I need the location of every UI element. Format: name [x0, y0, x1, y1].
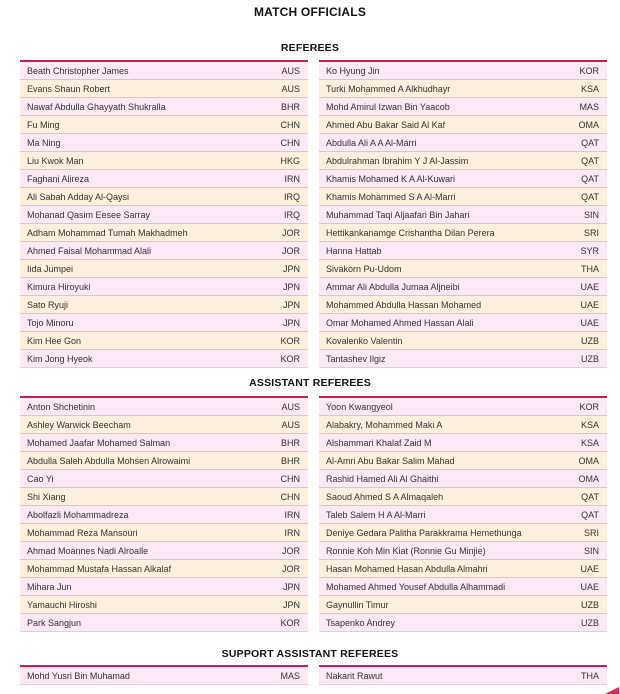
- table-row: [20, 416, 308, 434]
- table-row: [319, 578, 607, 596]
- official-name: Abdulla Ali A A Al-Marri: [326, 137, 417, 148]
- table-row: [20, 667, 308, 685]
- official-name: Kim Hee Gon: [27, 335, 82, 346]
- country-code: CHN: [280, 491, 300, 502]
- country-code: UAE: [580, 563, 599, 574]
- official-name: Deniye Gedara Palitha Parakkrama Hemethunga: [326, 527, 522, 538]
- official-name: Hasan Mohamed Hasan Abdulla Almahri: [326, 563, 488, 574]
- official-name: Ronnie Koh Min Kiat (Ronnie Gu Minjie): [326, 545, 486, 556]
- official-name: Ko Hyung Jin: [326, 65, 380, 76]
- country-code: AUS: [281, 83, 300, 94]
- table-row: [20, 170, 308, 188]
- page-corner-marker: [605, 687, 619, 694]
- official-name: Alshammari Khalaf Zaid M: [326, 437, 432, 448]
- official-name: Abdulrahman Ibrahim Y J Al-Jassim: [326, 155, 469, 166]
- table-row: [20, 560, 308, 578]
- table-row: [20, 188, 308, 206]
- official-name: Saoud Ahmed S A Almaqaleh: [326, 491, 444, 502]
- country-code: QAT: [581, 191, 599, 202]
- official-name: Khamis Mohamed K A Al-Kuwari: [326, 173, 456, 184]
- official-name: Taleb Salem H A Al-Marri: [326, 509, 426, 520]
- table-row: [20, 470, 308, 488]
- table-row: [319, 116, 607, 134]
- official-name: Al-Amri Abu Bakar Salim Mahad: [326, 455, 455, 466]
- official-name: Iida Jumpei: [27, 263, 74, 274]
- country-code: QAT: [581, 155, 599, 166]
- country-code: UAE: [580, 317, 599, 328]
- country-code: JOR: [282, 545, 300, 556]
- table-row: [20, 614, 308, 632]
- country-code: UZB: [581, 599, 599, 610]
- table-row: [20, 506, 308, 524]
- country-code: JPN: [282, 317, 300, 328]
- official-name: Park Sangjun: [27, 617, 82, 628]
- country-code: OMA: [578, 473, 599, 484]
- official-name: Beath Christopher James: [27, 65, 129, 76]
- country-code: SYR: [580, 245, 599, 256]
- assistant-referees-right-table: [319, 396, 607, 632]
- official-name: Ma Ning: [27, 137, 61, 148]
- table-row: [20, 524, 308, 542]
- table-row: [319, 188, 607, 206]
- country-code: UZB: [581, 335, 599, 346]
- country-code: JPN: [282, 299, 300, 310]
- official-name: Mohammad Mustafa Hassan Alkalaf: [27, 563, 172, 574]
- country-code: OMA: [578, 119, 599, 130]
- country-code: KOR: [280, 335, 300, 346]
- official-name: Tsapenko Andrey: [326, 617, 396, 628]
- country-code: KOR: [280, 353, 300, 364]
- table-row: [319, 350, 607, 368]
- table-row: [20, 434, 308, 452]
- table-row: [319, 296, 607, 314]
- table-row: [319, 398, 607, 416]
- country-code: IRQ: [283, 191, 300, 202]
- support-assistant-referees-right-table: [319, 665, 607, 685]
- table-row: [319, 596, 607, 614]
- country-code: KSA: [580, 437, 599, 448]
- table-row: [319, 62, 607, 80]
- country-code: QAT: [581, 173, 599, 184]
- country-code: SIN: [583, 545, 599, 556]
- country-code: UAE: [580, 299, 599, 310]
- table-row: [319, 470, 607, 488]
- official-name: Ahmed Abu Bakar Said Al Kaf: [326, 119, 446, 130]
- referees-tables: [0, 60, 620, 368]
- country-code: CHN: [280, 137, 300, 148]
- official-name: Ali Sabah Adday Al-Qaysi: [27, 191, 130, 202]
- country-code: OMA: [578, 455, 599, 466]
- country-code: KSA: [580, 419, 599, 430]
- table-row: [20, 314, 308, 332]
- table-row: [20, 98, 308, 116]
- country-code: THA: [581, 670, 599, 681]
- country-code: JOR: [282, 563, 300, 574]
- country-code: BHR: [280, 437, 300, 448]
- table-row: [319, 667, 607, 685]
- country-code: IRN: [284, 173, 300, 184]
- official-name: Mohanad Qasim Eesee Sarray: [27, 209, 151, 220]
- official-name: Ahmed Faisal Mohammad Alali: [27, 245, 152, 256]
- official-name: Faghani Alireza: [27, 173, 90, 184]
- table-row: [20, 578, 308, 596]
- table-row: [319, 314, 607, 332]
- country-code: AUS: [281, 401, 300, 412]
- official-name: Cao Yi: [27, 473, 54, 484]
- country-code: JPN: [282, 581, 300, 592]
- table-row: [319, 80, 607, 98]
- table-row: [319, 332, 607, 350]
- country-code: JPN: [282, 599, 300, 610]
- table-row: [319, 134, 607, 152]
- table-row: [319, 488, 607, 506]
- table-row: [20, 224, 308, 242]
- referees-left-table: [20, 60, 308, 368]
- country-code: QAT: [581, 491, 599, 502]
- country-code: JPN: [282, 263, 300, 274]
- table-row: [20, 488, 308, 506]
- country-code: KOR: [579, 65, 599, 76]
- support-assistant-referees-left-table: [20, 665, 308, 685]
- country-code: HKG: [280, 155, 300, 166]
- table-row: [319, 506, 607, 524]
- country-code: KOR: [579, 401, 599, 412]
- table-row: [20, 62, 308, 80]
- official-name: Alabakry, Mohammed Maki A: [326, 419, 443, 430]
- official-name: Yamauchi Hiroshi: [27, 599, 97, 610]
- table-row: [319, 260, 607, 278]
- official-name: Hettikankanamge Crishantha Dilan Perera: [326, 227, 495, 238]
- table-row: [319, 242, 607, 260]
- official-name: Ammar Ali Abdulla Jumaa Aljneibi: [326, 281, 460, 292]
- assistant-referees-left-table: [20, 396, 308, 632]
- official-name: Adham Mohammad Tumah Makhadmeh: [27, 227, 188, 238]
- support-assistant-referees-tables: [0, 665, 620, 685]
- country-code: KOR: [280, 617, 300, 628]
- table-row: [20, 596, 308, 614]
- official-name: Kimura Hiroyuki: [27, 281, 91, 292]
- assistant-referees-tables: [0, 396, 620, 632]
- table-row: [319, 278, 607, 296]
- table-row: [20, 242, 308, 260]
- country-code: CHN: [280, 473, 300, 484]
- table-row: [20, 206, 308, 224]
- official-name: Turki Mohammed A Alkhudhayr: [326, 83, 451, 94]
- official-name: Gaynullin Timur: [326, 599, 389, 610]
- country-code: KSA: [580, 83, 599, 94]
- official-name: Liu Kwok Man: [27, 155, 84, 166]
- table-row: [319, 434, 607, 452]
- section-title-assistant-referees: ASSISTANT REFEREES: [249, 377, 371, 389]
- country-code: SRI: [583, 527, 599, 538]
- table-row: [20, 152, 308, 170]
- official-name: Abolfazli Mohammadreza: [27, 509, 129, 520]
- official-name: Yoon Kwangyeol: [326, 401, 393, 412]
- table-row: [20, 260, 308, 278]
- table-row: [319, 152, 607, 170]
- country-code: IRQ: [283, 209, 300, 220]
- table-row: [20, 398, 308, 416]
- country-code: BHR: [280, 101, 300, 112]
- official-name: Mohd Amirul Izwan Bin Yaacob: [326, 101, 450, 112]
- official-name: Omar Mohamed Ahmed Hassan Alali: [326, 317, 474, 328]
- table-row: [20, 542, 308, 560]
- country-code: MAS: [579, 101, 599, 112]
- country-code: SRI: [583, 227, 599, 238]
- country-code: IRN: [284, 527, 300, 538]
- official-name: Shi Xiang: [27, 491, 66, 502]
- official-name: Sato Ryuji: [27, 299, 69, 310]
- table-row: [319, 98, 607, 116]
- country-code: UZB: [581, 617, 599, 628]
- table-row: [319, 224, 607, 242]
- country-code: UAE: [580, 581, 599, 592]
- country-code: JOR: [282, 227, 300, 238]
- official-name: Evans Shaun Robert: [27, 83, 111, 94]
- country-code: UAE: [580, 281, 599, 292]
- table-row: [20, 134, 308, 152]
- official-name: Nakarit Rawut: [326, 670, 383, 681]
- official-name: Kim Jong Hyeok: [27, 353, 93, 364]
- table-row: [319, 416, 607, 434]
- table-row: [20, 278, 308, 296]
- country-code: QAT: [581, 137, 599, 148]
- section-title-support-assistant-referees: SUPPORT ASSISTANT REFEREES: [221, 648, 399, 660]
- official-name: Ahmad Moannes Nadi Alroalle: [27, 545, 149, 556]
- table-row: [20, 80, 308, 98]
- official-name: Mohd Yusri Bin Muhamad: [27, 670, 130, 681]
- table-row: [319, 452, 607, 470]
- official-name: Muhammad Taqi Aljaafari Bin Jahari: [326, 209, 470, 220]
- referees-right-table: [319, 60, 607, 368]
- country-code: MAS: [280, 670, 300, 681]
- official-name: Nawaf Abdulla Ghayyath Shukralla: [27, 101, 166, 112]
- table-row: [20, 116, 308, 134]
- country-code: IRN: [284, 509, 300, 520]
- country-code: JOR: [282, 245, 300, 256]
- official-name: Tantashev Ilgiz: [326, 353, 386, 364]
- official-name: Mohammed Abdulla Hassan Mohamed: [326, 299, 482, 310]
- country-code: THA: [581, 263, 599, 274]
- official-name: Kovalenko Valentin: [326, 335, 403, 346]
- table-row: [319, 170, 607, 188]
- official-name: Mohammad Reza Mansouri: [27, 527, 138, 538]
- country-code: BHR: [280, 455, 300, 466]
- official-name: Khamis Mohammed S A Al-Marri: [326, 191, 456, 202]
- country-code: UZB: [581, 353, 599, 364]
- country-code: QAT: [581, 509, 599, 520]
- official-name: Fu Ming: [27, 119, 60, 130]
- country-code: SIN: [583, 209, 599, 220]
- table-row: [319, 614, 607, 632]
- table-row: [20, 350, 308, 368]
- official-name: Hanna Hattab: [326, 245, 382, 256]
- official-name: Sivakorn Pu-Udom: [326, 263, 402, 274]
- table-row: [319, 542, 607, 560]
- official-name: Mohamed Ahmed Yousef Abdulla Alhammadi: [326, 581, 506, 592]
- official-name: Rashid Hamed Ali Al Ghaithi: [326, 473, 439, 484]
- table-row: [319, 206, 607, 224]
- table-row: [20, 296, 308, 314]
- table-row: [20, 452, 308, 470]
- page-title: MATCH OFFICIALS: [253, 5, 367, 19]
- table-row: [20, 332, 308, 350]
- official-name: Ashley Warwick Beecham: [27, 419, 131, 430]
- official-name: Mihara Jun: [27, 581, 72, 592]
- country-code: AUS: [281, 419, 300, 430]
- official-name: Anton Shchetinin: [27, 401, 96, 412]
- table-row: [319, 560, 607, 578]
- table-row: [319, 524, 607, 542]
- country-code: AUS: [281, 65, 300, 76]
- official-name: Tojo Minoru: [27, 317, 74, 328]
- official-name: Mohamed Jaafar Mohamed Salman: [27, 437, 171, 448]
- country-code: JPN: [282, 281, 300, 292]
- official-name: Abdulla Saleh Abdulla Mohsen Alrowaimi: [27, 455, 191, 466]
- country-code: CHN: [280, 119, 300, 130]
- section-title-referees: REFEREES: [280, 42, 340, 54]
